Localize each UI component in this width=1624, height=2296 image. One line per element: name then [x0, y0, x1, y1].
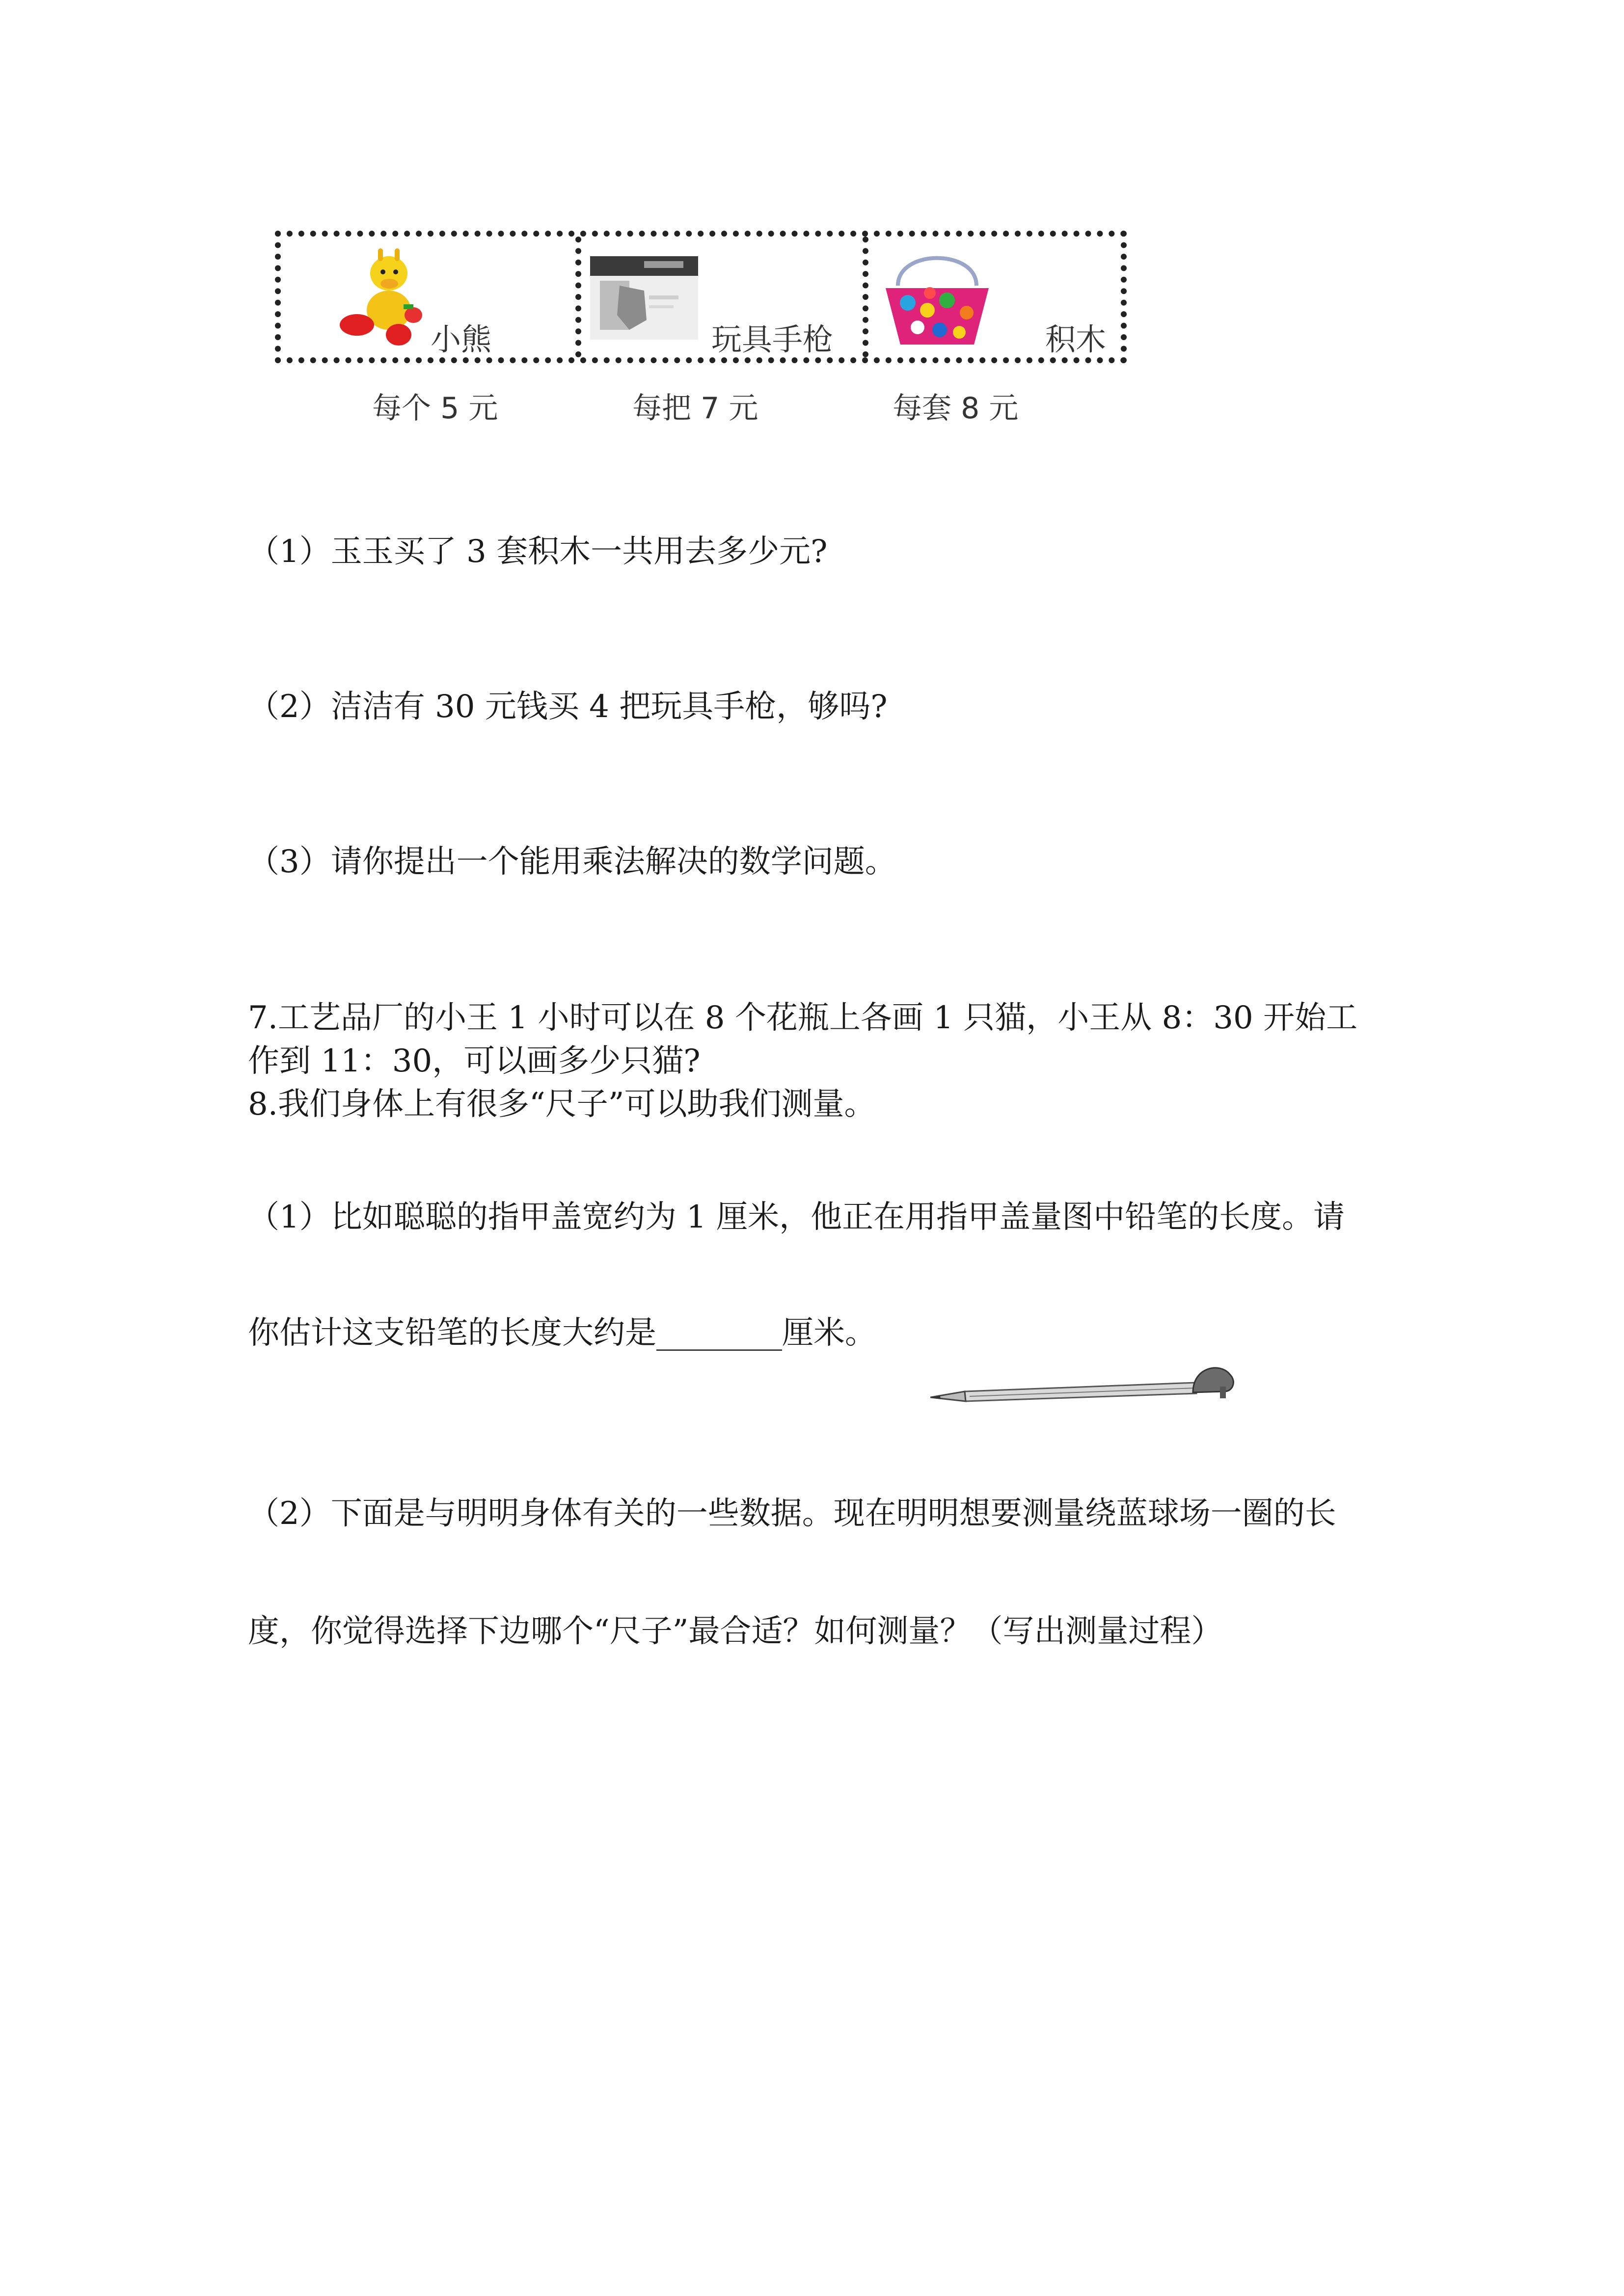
pencil-icon [930, 1357, 1254, 1411]
question-8-1-line-1: （1）比如聪聪的指甲盖宽约为 1 厘米，他正在用指甲盖量图中铅笔的长度。请 [248, 1199, 1345, 1235]
price-blocks: 每套 8 元 [893, 391, 1019, 426]
question-8-title: 8.我们身体上有很多“尺子”可以助我们测量。 [248, 1086, 876, 1122]
building-blocks-basket-icon [878, 239, 996, 352]
question-7-line-1: 7.工艺品厂的小王 1 小时可以在 8 个花瓶上各画 1 只猫，小王从 8：30 开始工 [248, 1000, 1358, 1036]
product-name-pistol: 玩具手枪 [711, 321, 834, 357]
product-name-bear: 小熊 [431, 321, 492, 357]
question-8-2-line-1: （2）下面是与明明身体有关的一些数据。现在明明想要测量绕蓝球场一圈的长 [248, 1495, 1336, 1532]
product-name-blocks: 积木 [1045, 321, 1107, 357]
price-bear: 每个 5 元 [372, 391, 498, 426]
question-7-line-2: 作到 11：30，可以画多少只猫? [248, 1043, 701, 1079]
question-8-1-line-2: 你估计这支铅笔的长度大约是________厘米。 [248, 1315, 876, 1351]
product-strip [275, 231, 1127, 363]
product-card-bear [281, 237, 575, 357]
price-pistol: 每把 7 元 [632, 391, 758, 426]
question-8-2-line-2: 度，你觉得选择下边哪个“尺子”最合适？如何测量？（写出测量过程） [248, 1613, 1223, 1650]
toy-giraffe-icon [330, 241, 428, 349]
question-6-3: （3）请你提出一个能用乘法解决的数学问题。 [248, 844, 896, 880]
question-6-2: （2）洁洁有 30 元钱买 4 把玩具手枪，够吗? [248, 689, 888, 725]
question-6-1: （1）玉玉买了 3 套积木一共用去多少元? [248, 534, 828, 570]
product-card-pistol [575, 237, 863, 357]
toy-pistol-icon [590, 256, 698, 340]
product-card-blocks [863, 237, 1121, 357]
